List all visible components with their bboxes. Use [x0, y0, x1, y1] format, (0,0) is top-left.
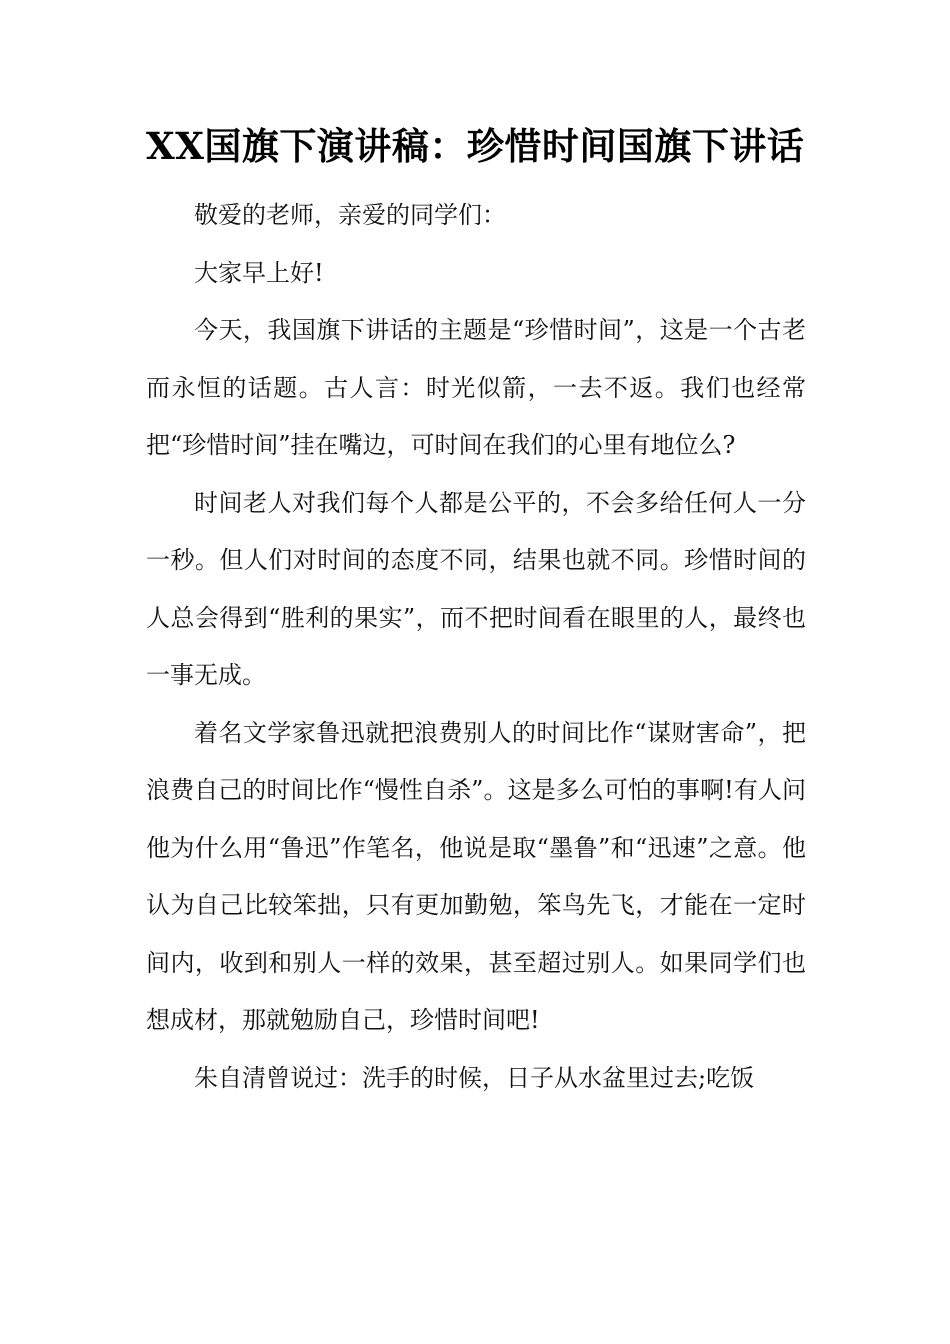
paragraph-lu-xun: 着名文学家鲁迅就把浪费别人的时间比作“谋财害命”，把浪费自己的时间比作“慢性自杀”。这是多么可怕的事啊!有人问他为什么用“鲁迅”作笔名，他说是取“墨鲁”和“迅速”之意。他认为自己比较笨拙，只有更加勤勉，笨鸟先飞，才能在一定时间内，收到和别人一样的效果，甚至超过别人。如果同学们也想成材，那就勉励自己，珍惜时间吧!	[146, 718, 806, 1034]
paragraph-topic: 今天，我国旗下讲话的主题是“珍惜时间”，这是一个古老而永恒的话题。古人言：时光似箭，一去不返。我们也经常把“珍惜时间”挂在嘴边，可时间在我们的心里有地位么?	[146, 316, 806, 459]
paragraph-zhu-ziqing: 朱自清曾说过：洗手的时候，日子从水盆里过去;吃饭	[194, 1063, 755, 1092]
paragraph-greeting: 敬爱的老师，亲爱的同学们：	[194, 201, 506, 229]
document-title: XX国旗下演讲稿：珍惜时间国旗下讲话	[146, 124, 805, 168]
paragraph-good-morning: 大家早上好!	[194, 258, 324, 287]
document-body	[146, 187, 806, 1107]
paragraph-time-fairness: 时间老人对我们每个人都是公平的，不会多给任何人一分一秒。但人们对时间的态度不同，结果也就不同。珍惜时间的人总会得到“胜利的果实”，而不把时间看在眼里的人，最终也一事无成。	[146, 488, 806, 689]
